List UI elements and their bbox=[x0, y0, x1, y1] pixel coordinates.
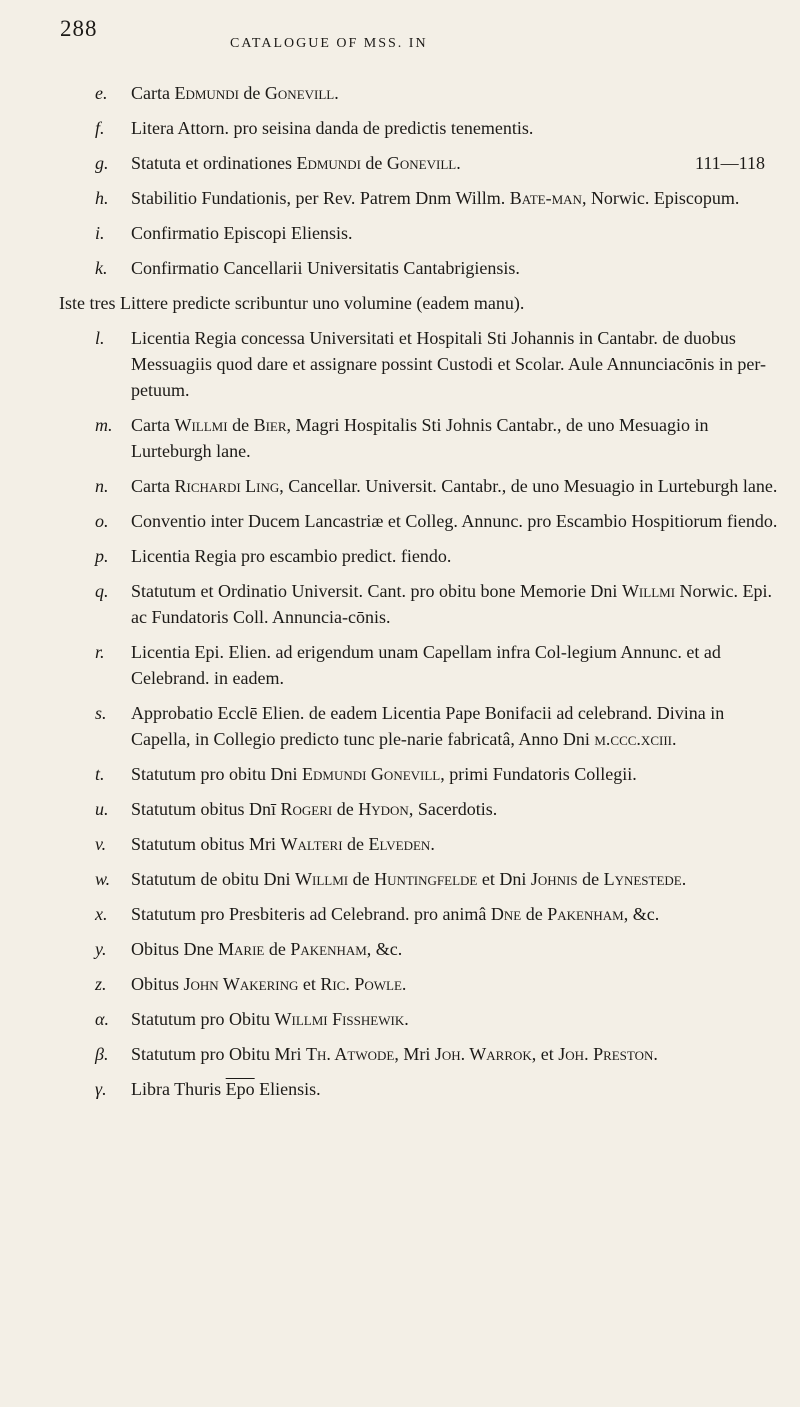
catalogue-entry bbox=[95, 700, 785, 752]
text-run: de bbox=[342, 834, 369, 854]
text-run: . bbox=[404, 1009, 409, 1029]
proper-name: Edmundi bbox=[296, 153, 361, 173]
entry-letter: h. bbox=[95, 188, 109, 208]
catalogue-entry bbox=[95, 473, 785, 499]
entry-letter: v. bbox=[95, 834, 107, 854]
entry-text bbox=[131, 1044, 658, 1064]
catalogue-entry bbox=[95, 578, 785, 630]
text-run: de bbox=[332, 799, 359, 819]
catalogue-entry bbox=[95, 325, 785, 403]
text-run: Licentia Regia concessa Universitati et Hospitali Sti Johannis in Cantabr. de duobus Messuagiis quod dare et assignare possint Custodi et Scolar. Aule Annunciacōnis in per-petuum. bbox=[131, 328, 767, 400]
catalogue-entry bbox=[95, 185, 785, 211]
entry-text bbox=[131, 904, 659, 924]
text-run: Eliensis. bbox=[254, 1079, 321, 1099]
proper-name: Edmundi Gonevill bbox=[302, 764, 441, 784]
text-run: , Sacerdotis. bbox=[408, 799, 498, 819]
text-run: Stabilitio Fundationis, per Rev. Patrem Dnm Willm. bbox=[131, 188, 510, 208]
entry-letter: β. bbox=[95, 1044, 109, 1064]
text-run: Statutum pro Presbiteris ad Celebrand. pro animâ bbox=[131, 904, 491, 924]
entry-letter: α. bbox=[95, 1009, 109, 1029]
entry-letter: l. bbox=[95, 328, 105, 348]
text-run: Litera Attorn. pro seisina danda de predictis tenementis. bbox=[131, 118, 534, 138]
proper-name: Willmi bbox=[621, 581, 676, 601]
text-run: Statuta et ordinationes bbox=[131, 153, 297, 173]
proper-name: Richardi Ling bbox=[174, 476, 280, 496]
proper-name: Willmi Fisshewik bbox=[274, 1009, 405, 1029]
proper-name: Elveden bbox=[368, 834, 431, 854]
entry-letter: k. bbox=[95, 258, 108, 278]
entry-group-2 bbox=[95, 325, 785, 1102]
text-run: . bbox=[401, 974, 407, 994]
entry-text bbox=[131, 415, 709, 461]
text-run: . bbox=[653, 1044, 658, 1064]
entry-text bbox=[131, 1079, 321, 1099]
text-run: Obitus Dne bbox=[131, 939, 218, 959]
entry-text bbox=[131, 939, 402, 959]
catalogue-entry bbox=[95, 150, 785, 176]
catalogue-entry bbox=[95, 220, 785, 246]
catalogue-entry bbox=[95, 866, 785, 892]
entry-text bbox=[131, 188, 739, 208]
entry-letter: m. bbox=[95, 415, 113, 435]
text-run: . bbox=[671, 729, 677, 749]
catalogue-entries bbox=[59, 80, 785, 1102]
proper-name: Hydon bbox=[358, 799, 409, 819]
text-run: . bbox=[334, 83, 339, 103]
entry-letter: t. bbox=[95, 764, 105, 784]
entry-text bbox=[131, 581, 772, 627]
entry-letter: i. bbox=[95, 223, 105, 243]
text-run: Carta bbox=[131, 415, 175, 435]
entry-letter: w. bbox=[95, 869, 111, 889]
entry-text bbox=[131, 511, 777, 531]
proper-name: Huntingfelde bbox=[374, 869, 478, 889]
text-run: Statutum pro Obitu bbox=[131, 1009, 275, 1029]
entry-letter: γ. bbox=[95, 1079, 107, 1099]
catalogue-entry bbox=[95, 1041, 785, 1067]
text-run: de bbox=[348, 869, 375, 889]
catalogue-entry bbox=[95, 901, 785, 927]
proper-name: Pakenham bbox=[547, 904, 624, 924]
catalogue-entry bbox=[95, 1076, 785, 1102]
catalogue-entry bbox=[95, 255, 785, 281]
text-run: , &c. bbox=[623, 904, 660, 924]
catalogue-entry bbox=[95, 80, 785, 106]
entry-group-1 bbox=[95, 80, 785, 281]
proper-name: Edmundi bbox=[174, 83, 239, 103]
entry-letter: x. bbox=[95, 904, 108, 924]
running-head: CATALOGUE OF MSS. IN bbox=[230, 36, 428, 51]
text-run: Libra Thuris bbox=[131, 1079, 226, 1099]
catalogue-entry bbox=[95, 1006, 785, 1032]
catalogue-entry bbox=[95, 115, 785, 141]
text-run: Confirmatio Cancellarii Universitatis Cantabrigiensis. bbox=[131, 258, 520, 278]
text-run: , Magri Hospitalis Sti Johnis Cantabr., de uno Mesuagio in Lurteburgh lane. bbox=[131, 415, 709, 461]
text-run: de bbox=[577, 869, 604, 889]
proper-name: Willmi bbox=[174, 415, 228, 435]
text-run: Conventio inter Ducem Lancastriæ et Colleg. Annunc. pro Escambio Hospitiorum fiendo. bbox=[131, 511, 778, 531]
proper-name: Willmi bbox=[295, 869, 349, 889]
entry-text bbox=[131, 642, 721, 688]
text-run: . bbox=[456, 153, 461, 173]
text-run: . bbox=[430, 834, 435, 854]
text-run: Confirmatio Episcopi Eliensis. bbox=[131, 223, 353, 243]
text-run: Statutum de obitu Dni bbox=[131, 869, 295, 889]
proper-name: Bier bbox=[253, 415, 287, 435]
entry-text bbox=[131, 153, 461, 173]
text-run: , et bbox=[531, 1044, 559, 1064]
text-run: et Dni bbox=[477, 869, 531, 889]
entry-text bbox=[131, 974, 406, 994]
entry-text bbox=[131, 703, 724, 749]
proper-name: John Wakering bbox=[183, 974, 299, 994]
volume-note: Iste tres Littere predicte scribuntur uno volumine (eadem manu). bbox=[59, 293, 525, 313]
text-run: Carta bbox=[131, 476, 175, 496]
entry-text bbox=[131, 83, 339, 103]
entry-text bbox=[131, 258, 520, 278]
text-run: de bbox=[227, 415, 254, 435]
entry-letter: n. bbox=[95, 476, 109, 496]
text-run: $\overline{Epo}$ bbox=[225, 1079, 255, 1099]
text-run: Statutum pro Obitu Mri bbox=[131, 1044, 306, 1064]
text-run: Norwic. Epi. ac Fundatoris Coll. Annuncia-cōnis. bbox=[131, 581, 773, 627]
entry-text bbox=[131, 546, 451, 566]
proper-name: Gonevill bbox=[386, 153, 457, 173]
entry-text bbox=[131, 223, 352, 243]
entry-letter: p. bbox=[95, 546, 109, 566]
proper-name: Lynestede bbox=[603, 869, 682, 889]
catalogue-entry bbox=[95, 796, 785, 822]
proper-name: Rogeri bbox=[280, 799, 333, 819]
entry-text bbox=[131, 799, 497, 819]
text-run: de bbox=[238, 83, 265, 103]
text-run: Approbatio Ecclē Elien. de eadem Licentia Pape Bonifacii ad celebrand. Divina in Capella, in Collegio predicto tunc ple-narie fabricatâ, Anno Dni bbox=[131, 703, 725, 749]
entry-letter: r. bbox=[95, 642, 105, 662]
proper-name: Joh. Preston bbox=[558, 1044, 654, 1064]
entry-text bbox=[131, 834, 435, 854]
text-run: Statutum pro obitu Dni bbox=[131, 764, 302, 784]
text-run: Licentia Regia pro escambio predict. fiendo. bbox=[131, 546, 452, 566]
page-number: 288 bbox=[60, 16, 98, 41]
entry-letter: u. bbox=[95, 799, 109, 819]
entry-text bbox=[131, 764, 637, 784]
proper-name: Pakenham bbox=[290, 939, 367, 959]
proper-name: Marie bbox=[218, 939, 265, 959]
text-run: Carta bbox=[131, 83, 175, 103]
text-run: Statutum et Ordinatio Universit. Cant. pro obitu bone Memorie Dni bbox=[131, 581, 622, 601]
text-run: Obitus bbox=[131, 974, 184, 994]
catalogue-entry bbox=[95, 936, 785, 962]
entry-letter: e. bbox=[95, 83, 108, 103]
text-run: Licentia Epi. Elien. ad erigendum unam Capellam infra Col-legium Annunc. et ad Celebrand. in eadem. bbox=[131, 642, 721, 688]
proper-name: Gonevill bbox=[264, 83, 335, 103]
proper-name: Joh. Warrok bbox=[434, 1044, 532, 1064]
catalogue-entry bbox=[95, 639, 785, 691]
text-run: Statutum obitus Mri bbox=[131, 834, 281, 854]
text-run: Statutum obitus Dnī bbox=[131, 799, 281, 819]
entry-letter: f. bbox=[95, 118, 105, 138]
catalogue-entry bbox=[95, 508, 785, 534]
text-run: et bbox=[298, 974, 321, 994]
text-run: , &c. bbox=[366, 939, 403, 959]
entry-text bbox=[131, 476, 777, 496]
proper-name: Ric. Powle bbox=[320, 974, 402, 994]
text-run: , Cancellar. Universit. Cantabr., de uno Mesuagio in Lurteburgh lane. bbox=[279, 476, 778, 496]
entry-letter: z. bbox=[95, 974, 107, 994]
entry-text bbox=[131, 118, 533, 138]
text-run: de bbox=[521, 904, 548, 924]
text-run: , primi Fundatoris Collegii. bbox=[440, 764, 637, 784]
entry-letter: o. bbox=[95, 511, 109, 531]
entry-letter: q. bbox=[95, 581, 109, 601]
text-run: de bbox=[264, 939, 291, 959]
text-run: , Norwic. Episcopum. bbox=[581, 188, 740, 208]
text-run: . bbox=[681, 869, 687, 889]
entry-letter: g. bbox=[95, 153, 109, 173]
entry-letter: y. bbox=[95, 939, 107, 959]
entry-text bbox=[131, 1009, 409, 1029]
catalogue-entry bbox=[95, 971, 785, 997]
entry-text bbox=[131, 869, 686, 889]
entry-letter: s. bbox=[95, 703, 107, 723]
catalogue-entry bbox=[95, 831, 785, 857]
folio-range: 111—118 bbox=[695, 153, 765, 173]
text-run: de bbox=[360, 153, 387, 173]
proper-name: Dne bbox=[490, 904, 522, 924]
entry-text bbox=[131, 328, 766, 400]
proper-name: Johnis bbox=[530, 869, 578, 889]
proper-name: Walteri bbox=[280, 834, 343, 854]
catalogue-entry bbox=[95, 761, 785, 787]
proper-name: Bate-man bbox=[509, 188, 582, 208]
proper-name: Th. Atwode bbox=[306, 1044, 395, 1064]
catalogue-entry bbox=[95, 543, 785, 569]
text-run: , Mri bbox=[394, 1044, 435, 1064]
catalogue-entry bbox=[95, 412, 785, 464]
proper-name: m.ccc.xciii bbox=[594, 729, 672, 749]
